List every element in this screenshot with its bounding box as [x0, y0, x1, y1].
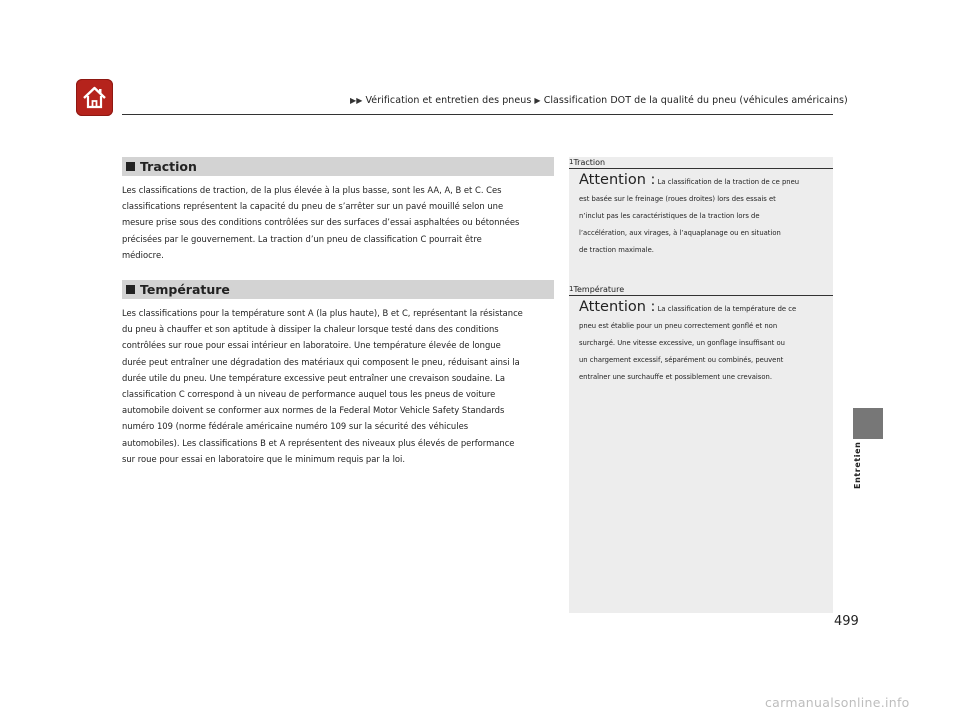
section-header-temperature	[122, 280, 554, 299]
note-title-traction	[569, 158, 833, 169]
note-ref-number: 1	[569, 158, 574, 166]
note-body-traction	[579, 172, 829, 259]
square-bullet-icon	[126, 285, 135, 294]
section-title: Traction	[140, 159, 197, 174]
text-line: pneu est établie pour un pneu correctement gonflé et non	[579, 322, 778, 330]
square-bullet-icon	[126, 162, 135, 171]
text-line: est basée sur le freinage (roues droites) lors des essais et	[579, 195, 776, 203]
text-line: automobiles). Les classifications B et A représentent des niveaux plus élevés de performance	[122, 437, 515, 448]
home-icon	[81, 85, 108, 110]
breadcrumb-arrow-icon: ▶▶	[350, 96, 363, 105]
text-line: classifications représentent la capacité du pneu de s’arrêter sur un pavé mouillé selon une	[122, 201, 504, 212]
text-line: un chargement excessif, séparément ou combinés, peuvent	[579, 356, 784, 364]
text-line: de traction maximale.	[579, 246, 654, 254]
note-first-line	[579, 172, 829, 191]
header-divider	[122, 114, 833, 115]
text-line: La classification de la température de ce	[657, 305, 797, 313]
note-title-text: Température	[573, 285, 625, 294]
temperature-paragraph	[122, 305, 554, 467]
note-first-line	[579, 299, 829, 318]
text-line: Les classifications de traction, de la plus élevée à la plus basse, sont les AA, A, B et C. Ces	[122, 185, 502, 195]
attention-label: Attention :	[579, 299, 656, 315]
text-line: automobile doivent se conformer aux normes de la Federal Motor Vehicle Safety Standards	[122, 405, 505, 416]
chapter-tab-label: Entretien	[853, 441, 862, 489]
text-line: sur roue pour essai en laboratoire que le minimum requis par la loi.	[122, 453, 406, 464]
text-line: médiocre.	[122, 249, 164, 260]
breadcrumb-item-dot-classification[interactable]: Classification DOT de la qualité du pneu (véhicules américains)	[543, 95, 848, 106]
text-line: du pneu à chauffer et son aptitude à dissiper la chaleur lorsque testé dans des conditions	[122, 324, 499, 335]
breadcrumb	[350, 95, 848, 106]
section-title: Température	[140, 282, 230, 297]
text-line: entraîner une surchauffe et possiblement une crevaison.	[579, 373, 772, 381]
text-line: durée utile du pneu. Une température excessive peut entraîner une crevaison soudaine. La	[122, 372, 505, 383]
text-line: Les classifications pour la température sont A (la plus haute), B et C, représentant la résistance	[122, 308, 523, 318]
note-title-temperature	[569, 285, 833, 296]
text-line: l’accélération, aux virages, à l’aquaplanage ou en situation	[579, 229, 781, 237]
page-number: 499	[834, 614, 859, 629]
attention-label: Attention :	[579, 172, 656, 188]
note-body-temperature	[579, 299, 829, 386]
text-line: numéro 109 (norme fédérale américaine numéro 109 sur la sécurité des véhicules	[122, 421, 469, 432]
note-title-text: Traction	[573, 158, 606, 167]
text-line: mesure prise sous des conditions contrôlées sur des surfaces d’essai asphaltées ou bétonnées	[122, 217, 520, 228]
text-line: classification C correspond à un niveau de performance auquel tous les pneus de voiture	[122, 389, 496, 400]
traction-paragraph	[122, 182, 554, 263]
text-line: La classification de la traction de ce pneu	[657, 178, 800, 186]
note-ref-number: 1	[569, 285, 574, 293]
chapter-tab[interactable]	[853, 408, 883, 439]
text-line: durée peut entraîner une dégradation des matériaux qui composent le pneu, réduisant ainsi la	[122, 356, 520, 367]
text-line: n’inclut pas les caractéristiques de la traction lors de	[579, 212, 760, 220]
watermark: carmanualsonline.info	[765, 695, 910, 710]
breadcrumb-item-tire-maintenance[interactable]: Vérification et entretien des pneus	[365, 95, 532, 106]
text-line: contrôlées sur roue pour essai intérieur en laboratoire. Une température élevée de longue	[122, 340, 501, 351]
text-line: surchargé. Une vitesse excessive, un gonflage insuffisant ou	[579, 339, 785, 347]
home-button[interactable]	[76, 79, 113, 116]
text-line: précisées par le gouvernement. La traction d’un pneu de classification C pourrait être	[122, 233, 482, 244]
breadcrumb-arrow-icon: ▶	[534, 96, 541, 105]
section-header-traction	[122, 157, 554, 176]
